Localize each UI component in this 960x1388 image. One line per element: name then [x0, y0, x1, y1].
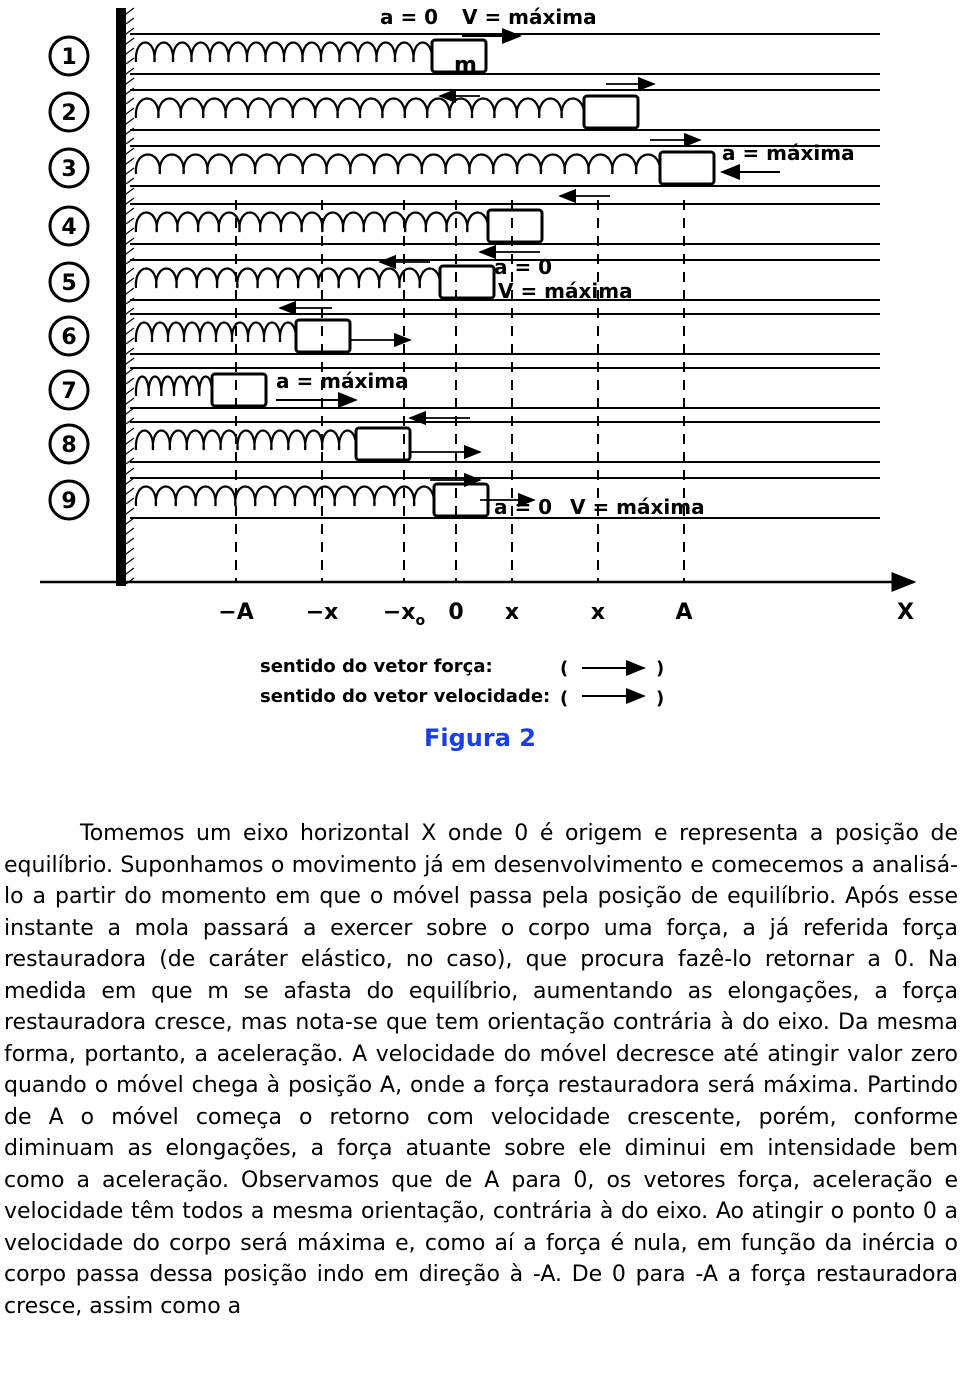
spring-row-7: [130, 368, 880, 408]
row5-acceleration-label: a = 0: [494, 255, 553, 279]
spring-row-1: [130, 34, 880, 74]
spring-coil: [136, 487, 434, 507]
row-number-text: 5: [61, 271, 77, 296]
legend-velocity-bracket-close: ): [656, 688, 665, 709]
spring-coil: [136, 99, 584, 119]
axis-tick-label: −x: [305, 600, 339, 625]
row9-acceleration-label: a = 0: [494, 495, 553, 519]
row-number-2: [50, 93, 88, 131]
row-number-text: 8: [61, 433, 77, 458]
row-number-1: [50, 37, 88, 75]
mass-block: [660, 152, 714, 184]
row-number-text: 6: [61, 325, 77, 350]
row-number-text: 2: [61, 101, 77, 126]
figure-caption: Figura 2: [424, 724, 536, 752]
row-number-4: [50, 207, 88, 245]
mass-block: [356, 428, 410, 460]
row1-acceleration-label: a = 0: [380, 5, 439, 29]
axis-tick-label: −A: [218, 600, 254, 625]
mass-block: [434, 484, 488, 516]
spring-row-2: [130, 90, 880, 130]
row-number-text: 3: [61, 157, 77, 182]
legend-force-bracket-close: ): [656, 658, 665, 679]
spring-coil: [136, 213, 488, 233]
spring-coil: [136, 269, 440, 289]
spring-row-6: [130, 314, 880, 354]
legend-velocity-label: sentido do vetor velocidade:: [260, 686, 551, 707]
spring-row-8: [130, 422, 880, 462]
mass-block: [488, 210, 542, 242]
row-number-column: [50, 37, 88, 519]
axis-tick-label: $-x_o$: [382, 600, 426, 629]
row-number-6: [50, 317, 88, 355]
axis-tick-label: x: [504, 600, 520, 625]
spring-row-4: [130, 204, 880, 244]
mass-block: [440, 266, 494, 298]
row1-velocity-label: V = máxima: [462, 5, 597, 29]
row-number-9: [50, 481, 88, 519]
row-number-text: 4: [61, 215, 77, 240]
row3-acceleration-label: a = máxima: [722, 141, 855, 165]
mass-label: m: [454, 53, 477, 78]
spring-coil: [136, 431, 356, 451]
row-number-8: [50, 425, 88, 463]
row-number-text: 1: [61, 45, 77, 70]
axis-tick-label: 0: [448, 600, 464, 625]
spring-coil: [136, 323, 296, 343]
legend-velocity-bracket-open: (: [560, 688, 569, 709]
row5-velocity-label: V = máxima: [498, 279, 633, 303]
row7-acceleration-label: a = máxima: [276, 369, 409, 393]
wall: [116, 8, 134, 586]
body-paragraph: Tomemos um eixo horizontal X onde 0 é origem e representa a posição de equilíbrio. Suponhamos o movimento já em desenvolvimento e comecemos a analisá-lo a partir do momento em que o móvel passa pela posição de equilíbrio. Após esse instante a mola passará a exercer sobre o corpo uma força, a já referida força restauradora (de caráter elástico, no caso), que procura fazê-lo retornar a 0. Na medida em que m se afasta do equilíbrio, aumentando as elongações, a força restauradora cresce, mas nota-se que tem orientação contrária à do eixo. Da mesma forma, portanto, a aceleração. A velocidade do móvel decresce até atingir valor zero quando o móvel chega à posição A, onde a força restauradora será máxima. Partindo de A o móvel começa o retorno com velocidade crescente, porém, conforme diminuam as elongações, a força atuante sobre ele diminui em intensidade bem como a aceleração. Observamos que de A para 0, os vetores força, aceleração e velocidade têm todos a mesma orientação, contrária à do eixo. Ao atingir o ponto 0 a velocidade do corpo será máxima e, como aí a força é nula, em função da inércia o corpo passa dessa posição indo em direção à -A. De 0 para -A a força restauradora cresce, assim como a: [4, 821, 958, 1319]
row-number-3: [50, 149, 88, 187]
mass-block: [212, 374, 266, 406]
spring-coil: [136, 155, 660, 175]
axis-label: X: [897, 600, 914, 625]
legend-force-label: sentido do vetor força:: [260, 656, 493, 677]
axis-ticks: [218, 600, 692, 629]
row-number-text: 9: [61, 489, 77, 514]
axis-tick-label: x: [590, 600, 606, 625]
spring-coil: [136, 43, 432, 63]
row-number-7: [50, 371, 88, 409]
legend-force-bracket-open: (: [560, 658, 569, 679]
row9-velocity-label: V = máxima: [570, 495, 705, 519]
row-number-5: [50, 263, 88, 301]
axis-tick-label: A: [675, 600, 693, 625]
mass-block: [584, 96, 638, 128]
spring-coil: [136, 377, 212, 397]
row-number-text: 7: [61, 379, 77, 404]
